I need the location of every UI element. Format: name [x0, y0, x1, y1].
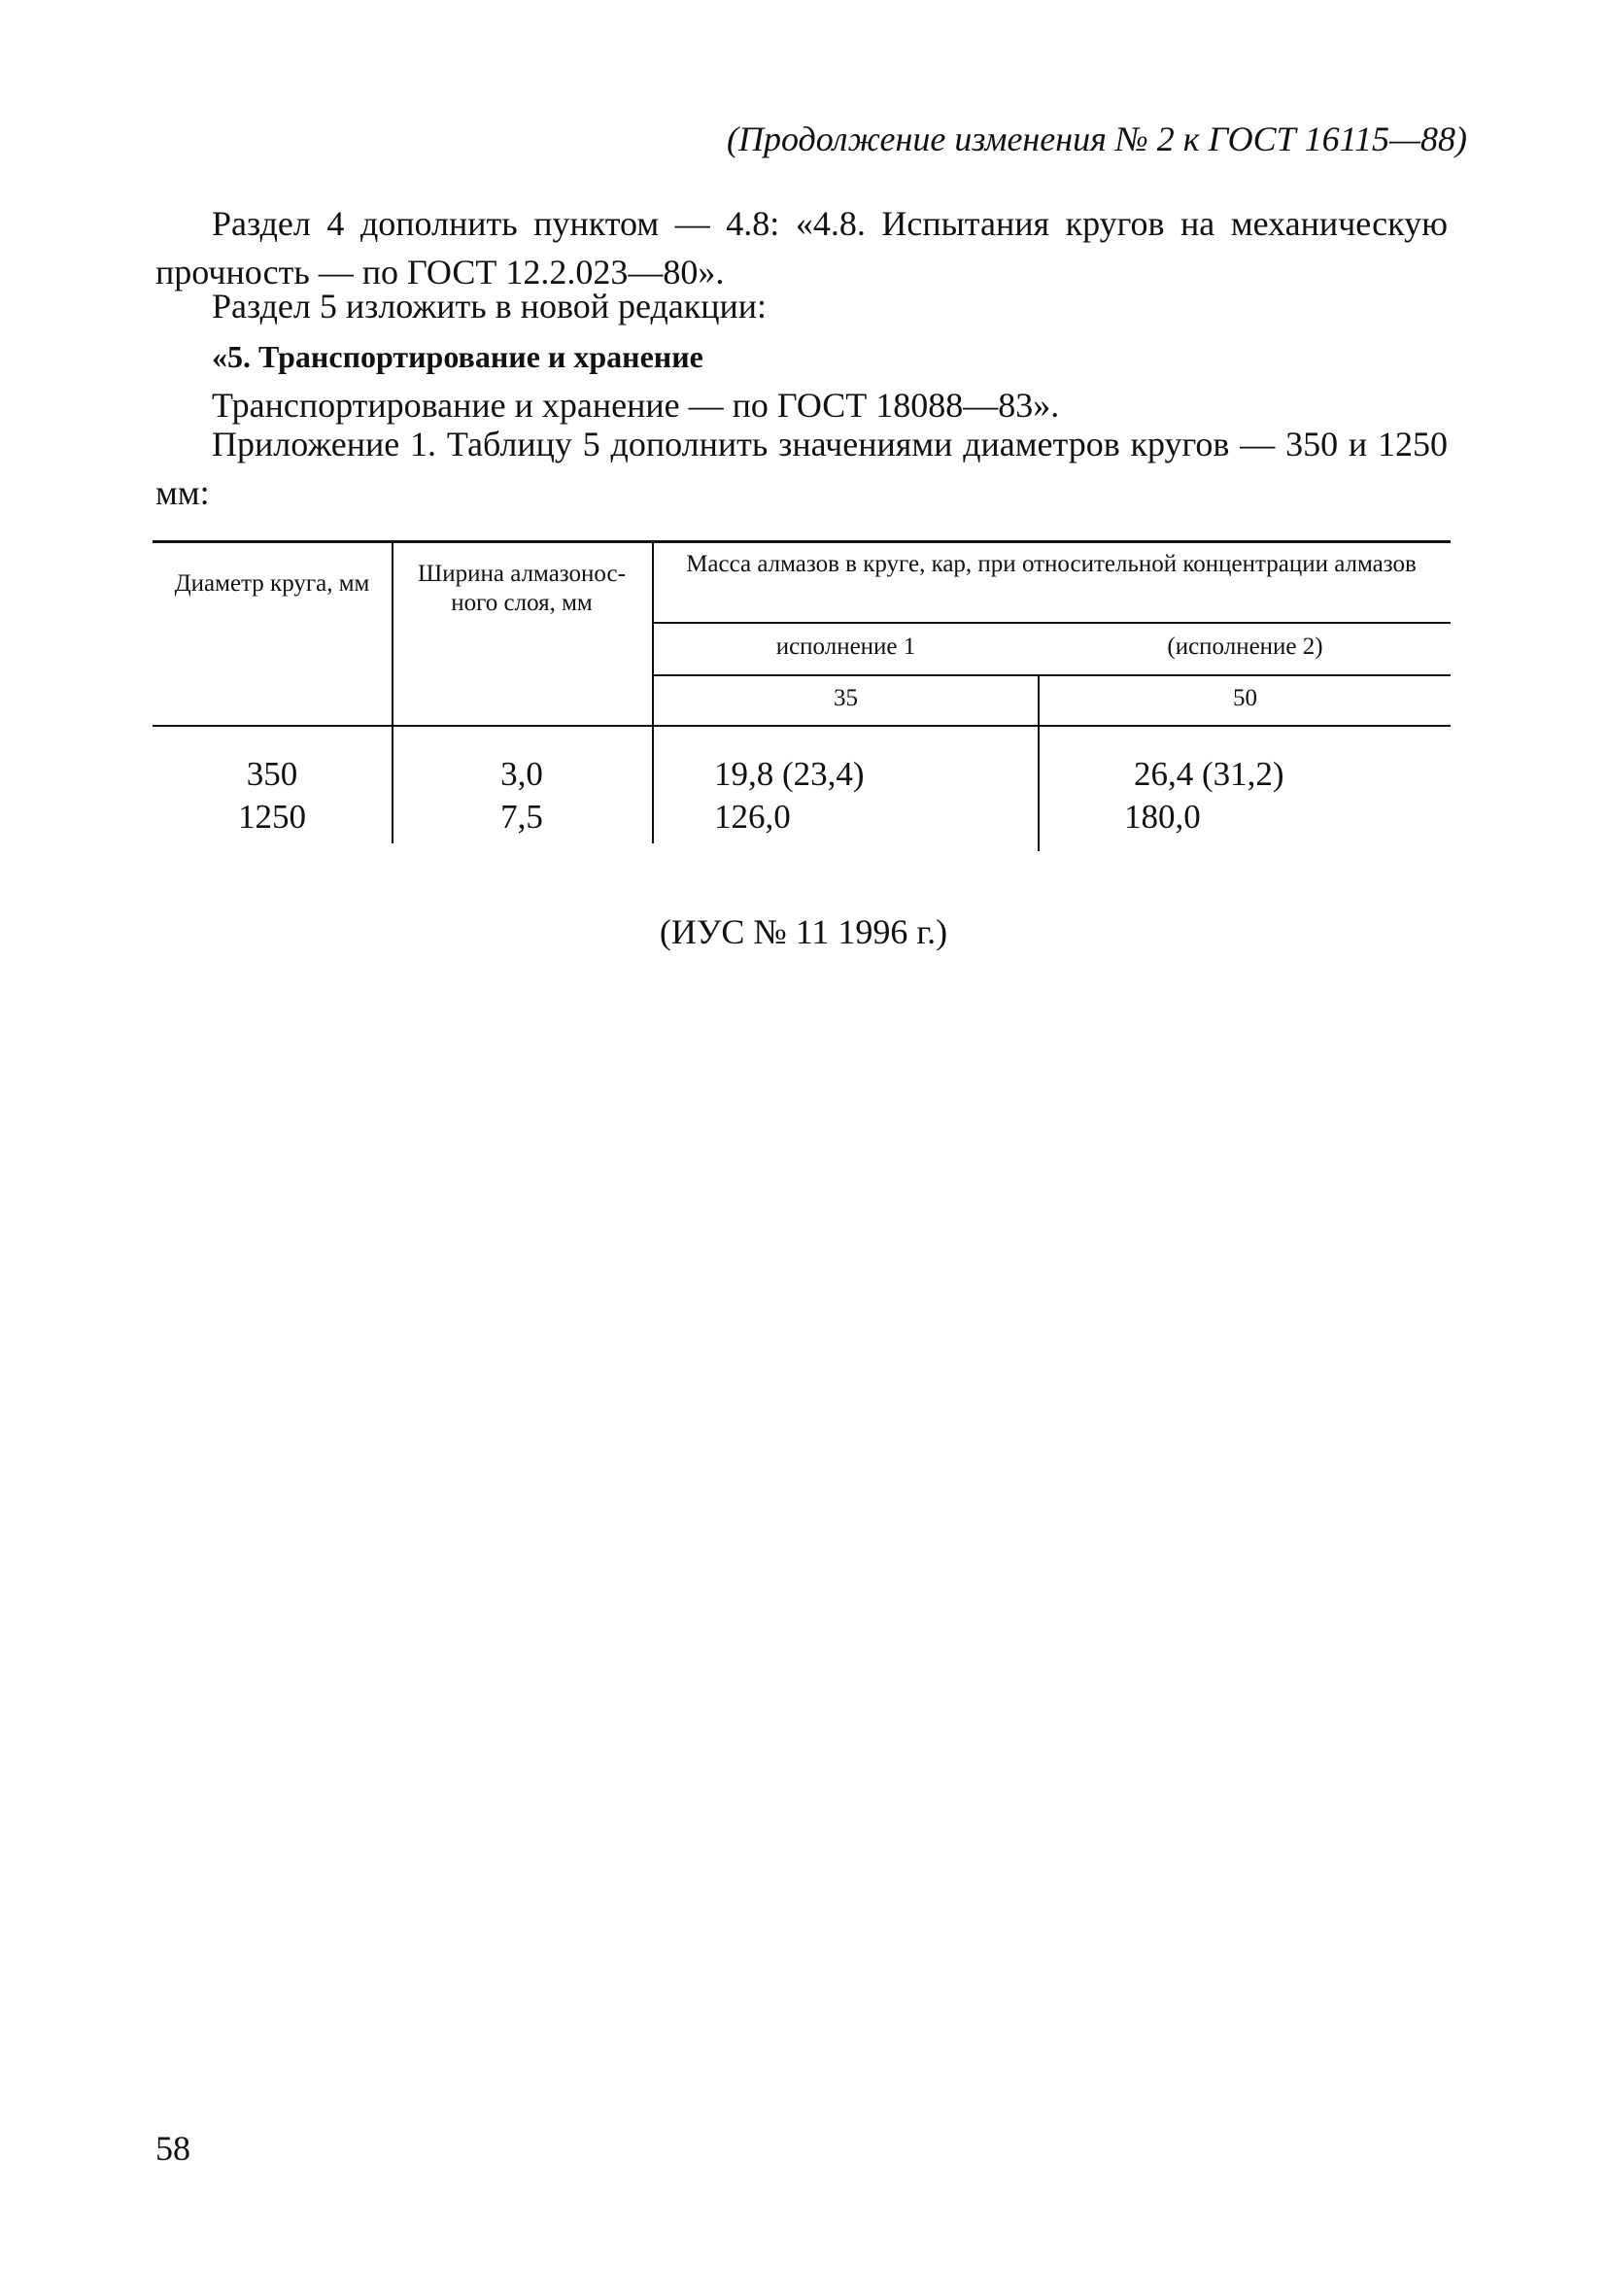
table-conc-rule: [652, 674, 1451, 676]
subheader-variant-1: исполнение 1: [775, 634, 916, 660]
paragraph-section-4: Раздел 4 дополнить пунктом — 4.8: «4.8. Испытания кругов на механическую прочность — по ГОСТ 12.2.023—80».: [155, 204, 1448, 291]
table-top-rule: [153, 540, 1451, 543]
header-diameter: Диаметр круга, мм: [174, 570, 370, 597]
cell-diameter-1: 350: [246, 755, 298, 793]
paragraph-transport: Транспортирование и хранение — по ГОСТ 18088—83».: [212, 386, 1060, 425]
table-header-bottom-rule: [153, 725, 1451, 727]
section-5-heading: «5. Транспортирование и хранение: [212, 339, 703, 374]
cell-width-1: 3,0: [500, 755, 543, 793]
cell-mass35-1: 19,8 (23,4): [714, 755, 865, 793]
table-subheader-rule: [652, 622, 1451, 624]
header-diamond-mass: Масса алмазов в круге, кар, при относительной концентрации алмазов: [686, 551, 1417, 577]
diameter-table: [153, 540, 1451, 851]
paragraph-appendix: Приложение 1. Таблицу 5 дополнить значениями диаметров кругов — 350 и 1250 мм:: [155, 425, 1448, 512]
cell-diameter-2: 1250: [238, 798, 306, 836]
header-layer-width: Ширина алмазонос-ного слоя, мм: [418, 561, 626, 616]
concentration-50: 50: [1233, 685, 1257, 711]
subheader-variant-2: (исполнение 2): [1167, 634, 1323, 660]
document-header: (Продолжение изменения № 2 к ГОСТ 16115—88): [726, 120, 1467, 158]
concentration-35: 35: [834, 685, 858, 711]
cell-width-2: 7,5: [500, 798, 543, 836]
page-number: 58: [155, 2129, 190, 2168]
ius-reference: (ИУС № 11 1996 г.): [659, 912, 948, 951]
cell-mass35-2: 126,0: [714, 798, 791, 836]
cell-mass50-1: 26,4 (31,2): [1134, 755, 1284, 793]
paragraph-section-5: Раздел 5 изложить в новой редакции:: [212, 287, 768, 326]
cell-mass50-2: 180,0: [1124, 798, 1201, 836]
